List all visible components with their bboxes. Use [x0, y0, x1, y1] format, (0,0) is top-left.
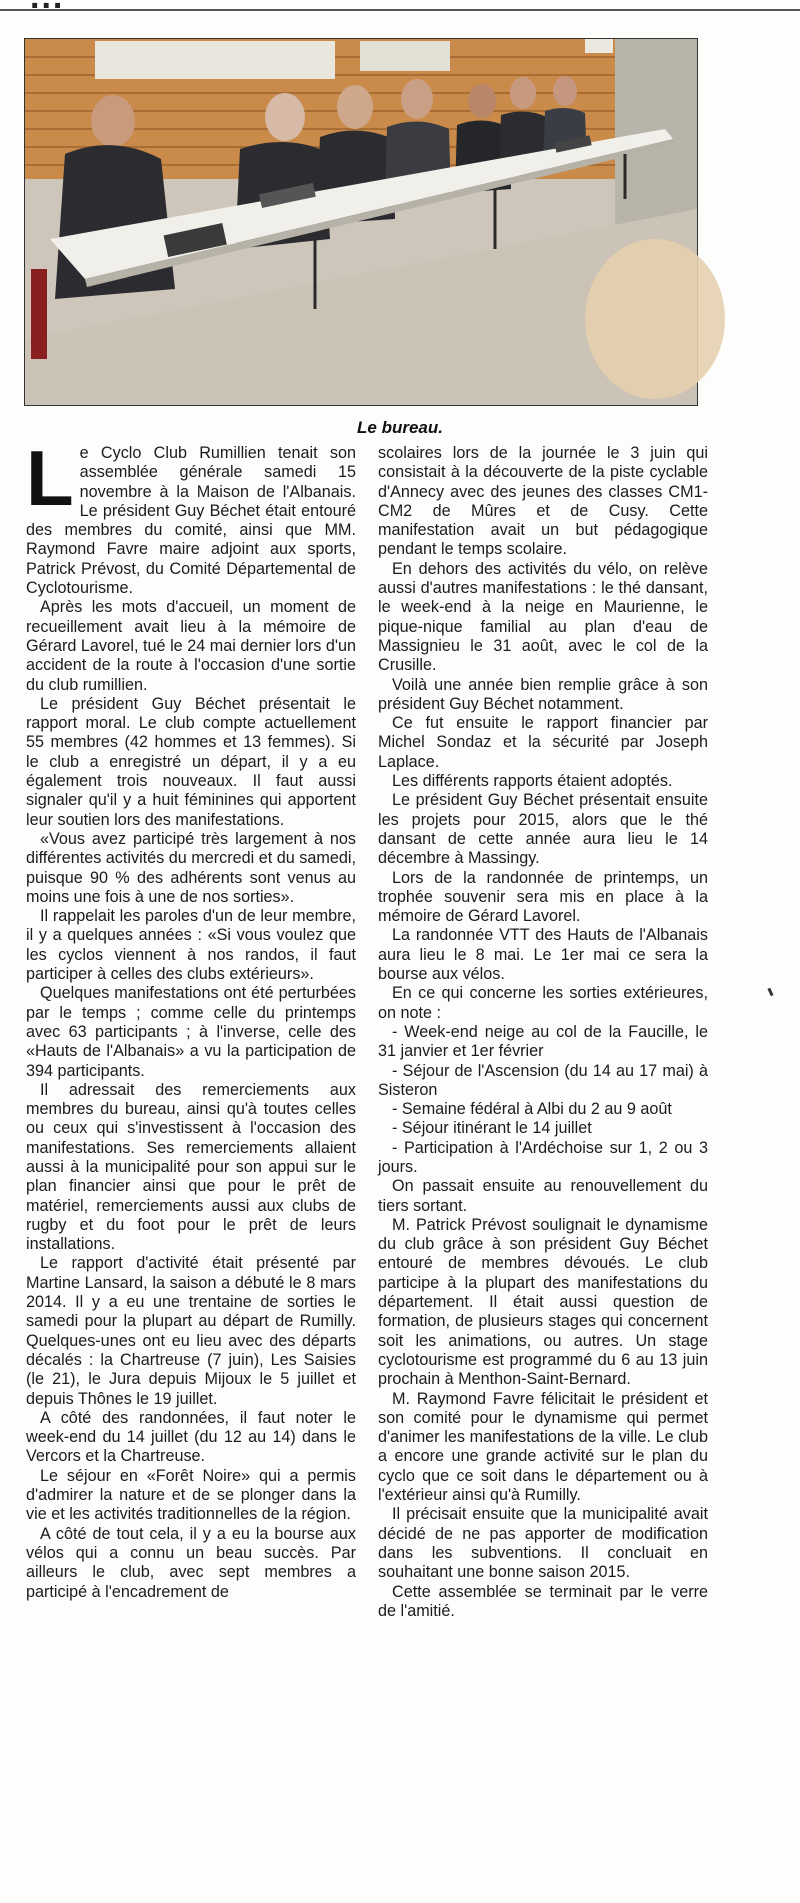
paragraph: M. Patrick Prévost soulignait le dynamisme du club grâce à son président Guy Béchet entouré de membres dévoués. Le club participe à la plupart des manifestations du département. Il était aussi question de formation, de plusieurs stages qui concernent soit les animations, ou autres. Un stage cyclotourisme est programmé du 6 au 13 juin prochain à Menthon-Saint-Bernard. — [378, 1215, 708, 1389]
headline-rule — [0, 9, 800, 11]
paragraph: Il rappelait les paroles d'un de leur membre, il y a quelques années : «Si vous voulez que les cyclos viennent à nos randos, il faut participer à celles des clubs extérieurs». — [26, 907, 356, 984]
paragraph: Il précisait ensuite que la municipalité avait décidé de ne pas apporter de modification dans les subventions. Il concluait en souhaitant une bonne saison 2015. — [378, 1505, 708, 1582]
meeting-photo-illustration — [25, 39, 697, 405]
cropped-headline — [0, 0, 800, 12]
paragraph: La randonnée VTT des Hauts de l'Albanais aura lieu le 8 mai. Le 1er mai ce sera la bourse aux vélos. — [378, 926, 708, 984]
headline-fragment — [30, 0, 790, 8]
list-item: - Week-end neige au col de la Faucille, le 31 janvier et 1er février — [378, 1022, 708, 1061]
paragraph: «Vous avez participé très largement à nos différentes activités du mercredi et du samedi, puisque 90 % des adhérents sont venus au moins une fois à une de nos sorties». — [26, 829, 356, 906]
paragraph: Le rapport d'activité était présenté par Martine Lansard, la saison a débuté le 8 mars 2014. Il y a eu une trentaine de sorties le samedi pour la plupart au départ de Rumilly. Quelques-unes ont eu lieu avec des départs décalés : la Chartreuse (7 juin), Les Saisies (le 21), le Jura depuis Mijoux le 5 juillet et depuis Thônes le 19 juillet. — [26, 1254, 356, 1408]
paragraph: M. Raymond Favre félicitait le président et son comité pour le dynamisme qui permet d'animer les manifestations de la ville. Le club a encore une grande activité sur le plan du cyclo que ce soit dans le département ou à l'extérieur ainsi qu'à Rumilly. — [378, 1389, 708, 1505]
paragraph: En ce qui concerne les sorties extérieures, on note : — [378, 984, 708, 1022]
paragraph: Le président Guy Béchet présentait ensuite les projets pour 2015, alors que le thé dansant de cette année aura lieu le 14 décembre à Massingy. — [378, 791, 708, 868]
paragraph: Cette assemblée se terminait par le verre de l'amitié. — [378, 1582, 708, 1620]
article-column-right — [378, 444, 708, 1894]
paragraph: Il adressait des remerciements aux membres du bureau, ainsi qu'à toutes celles ou ceux qui s'investissent à l'occasion des manifestations. Ses remerciements allaient aussi à la municipalité pour son appui sur le plan financier ainsi que pour le prêt de matériel, remerciements aussi aux clubs de rugby et du foot pour le prêt de leurs installations. — [26, 1080, 356, 1254]
paragraph: Quelques manifestations ont été perturbées par le temps ; comme celle du printemps avec 63 participants ; à l'inverse, celle des «Hauts de l'Albanais» a vu la participation de 394 participants. — [26, 984, 356, 1080]
paragraph: Le président Guy Béchet présentait le rapport moral. Le club compte actuellement 55 membres (42 hommes et 13 femmes). Si le club a enregistré un départ, il y a eu également trois nouveaux. Il faut aussi signaler qu'il y a huit féminines qui apportent leur soutien lors des manifestations. — [26, 694, 356, 829]
paragraph: En dehors des activités du vélo, on relève aussi d'autres manifestations : le thé dansant, le week-end à la neige en Maurienne, le pique-nique familial au plan d'eau de Massignieu le 31 août, avec le col de la Crusille. — [378, 559, 708, 675]
paragraph: scolaires lors de la journée le 3 juin qui consistait à la découverte de la piste cyclable d'Annecy avec des jeunes des classes CM1-CM2 de Mûres et de Cusy. Cette manifestation avait un but pédagogique pendant le temps scolaire. — [378, 444, 708, 559]
scan-speck — [767, 988, 773, 997]
paragraph: Les différents rapports étaient adoptés. — [392, 772, 673, 791]
photo-caption: Le bureau. — [357, 418, 443, 437]
list-item: - Séjour de l'Ascension (du 14 au 17 mai) à Sisteron — [378, 1061, 708, 1099]
list-item: - Participation à l'Ardéchoise sur 1, 2 ou 3 jours. — [378, 1138, 708, 1176]
paragraph: Voilà une année bien remplie grâce à son président Guy Béchet notamment. — [378, 675, 708, 713]
drop-cap: L — [26, 434, 74, 522]
paragraph: Le séjour en «Forêt Noire» qui a permis d'admirer la nature et de se plonger dans la vie et les activités traditionnelles de la région. — [26, 1466, 356, 1524]
paragraph: A côté de tout cela, il y a eu la bourse aux vélos qui a connu un beau succès. Par ailleurs le club, avec sept membres a participé à l'encadrement de — [26, 1524, 356, 1601]
paragraph: On passait ensuite au renouvellement du tiers sortant. — [378, 1177, 708, 1215]
list-item: - Séjour itinérant le 14 juillet — [392, 1119, 592, 1138]
article-body — [26, 434, 708, 1894]
paragraph: Ce fut ensuite le rapport financier par Michel Sondaz et la sécurité par Joseph Laplace. — [378, 714, 708, 771]
paragraph: Après les mots d'accueil, un moment de recueillement avait lieu à la mémoire de Gérard Lavorel, tué le 24 mai dernier lors d'un accident de la route à l'occasion d'une sortie du club rumillien. — [26, 598, 356, 694]
article-photo — [24, 38, 698, 406]
article-column-left — [26, 434, 356, 1894]
paragraph: A côté des randonnées, il faut noter le week-end du 14 juillet (du 12 au 14) dans le Vercors et la Chartreuse. — [26, 1408, 356, 1466]
list-item: - Semaine fédéral à Albi du 2 au 9 août — [392, 1100, 672, 1119]
paragraph: e Cyclo Club Rumillien tenait son assemblée générale samedi 15 novembre à la Maison de l'Albanais. Le président Guy Béchet était entouré des membres du comité, ainsi que MM. Raymond Favre maire adjoint aux sports, Patrick Prévost, du Comité Départemental de Cyclotourisme. — [26, 444, 356, 598]
paragraph: Lors de la randonnée de printemps, un trophée souvenir sera mis en place à la mémoire de Gérard Lavorel. — [378, 868, 708, 926]
